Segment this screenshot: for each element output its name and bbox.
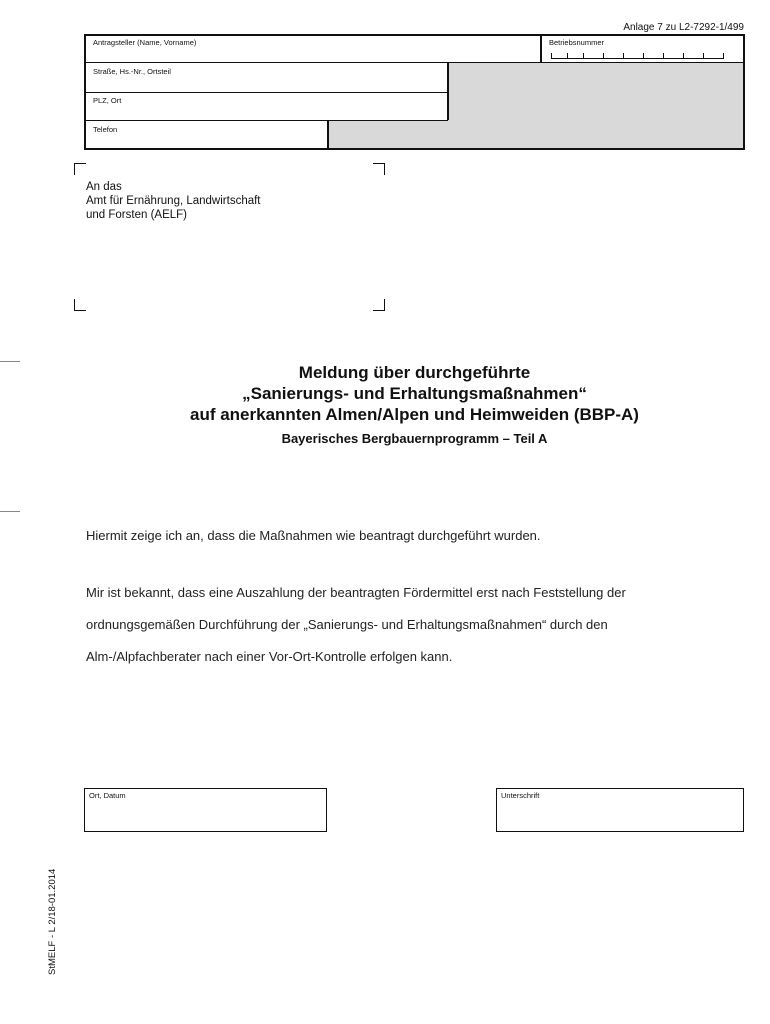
fold-mark xyxy=(0,511,20,512)
title-line: Meldung über durchgeführte xyxy=(298,363,531,382)
title-line: auf anerkannten Almen/Alpen und Heimweiden (BBP-A) xyxy=(190,405,639,424)
place-date-label: Ort, Datum xyxy=(89,791,126,800)
recipient-line: Amt für Ernährung, Landwirtschaft xyxy=(86,195,261,207)
street-field[interactable]: Straße, Hs.-Nr., Ortsteil xyxy=(93,67,171,76)
document-subtitle: Bayerisches Bergbauernprogramm – Teil A xyxy=(281,431,548,446)
form-divider xyxy=(327,120,329,148)
applicant-name-field[interactable]: Antragsteller (Name, Vorname) xyxy=(93,38,197,47)
digit-baseline xyxy=(551,58,724,59)
document-title xyxy=(84,362,745,446)
farm-number-field[interactable]: Betriebsnummer xyxy=(549,38,605,47)
notice-text-line: Alm-/Alpfachberater nach einer Vor-Ort-Kontrolle erfolgen kann. xyxy=(86,649,453,664)
form-divider xyxy=(86,120,448,121)
title-line: „Sanierungs- und Erhaltungsmaßnahmen“ xyxy=(242,384,587,403)
address-window-corner xyxy=(74,299,86,311)
recipient-address xyxy=(86,180,261,222)
fold-mark xyxy=(0,361,20,362)
recipient-line: und Forsten (AELF) xyxy=(86,209,187,221)
form-divider xyxy=(86,92,448,93)
address-window-corner xyxy=(373,299,385,311)
notice-text-line: Mir ist bekannt, dass eine Auszahlung der beantragten Fördermittel erst nach Feststellung der xyxy=(86,585,626,600)
recipient-line: An das xyxy=(86,181,122,193)
address-window-corner xyxy=(74,163,86,175)
signature-label: Unterschrift xyxy=(501,791,540,800)
form-divider xyxy=(540,36,542,62)
zip-city-field[interactable]: PLZ, Ort xyxy=(93,96,122,105)
declaration-text: Hiermit zeige ich an, dass die Maßnahmen wie beantragt durchgeführt wurden. xyxy=(86,528,541,543)
place-date-field[interactable] xyxy=(84,788,327,832)
phone-field[interactable]: Telefon xyxy=(93,125,118,134)
form-divider xyxy=(447,62,449,120)
notice-text-line: ordnungsgemäßen Durchführung der „Sanierungs- und Erhaltungsmaßnahmen“ durch den xyxy=(86,617,608,632)
form-divider xyxy=(86,62,743,63)
form-code: StMELF - L 2/18-01.2014 xyxy=(47,868,58,975)
signature-field[interactable] xyxy=(496,788,744,832)
annex-reference: Anlage 7 zu L2-7292-1/499 xyxy=(623,22,744,33)
address-window-corner xyxy=(373,163,385,175)
